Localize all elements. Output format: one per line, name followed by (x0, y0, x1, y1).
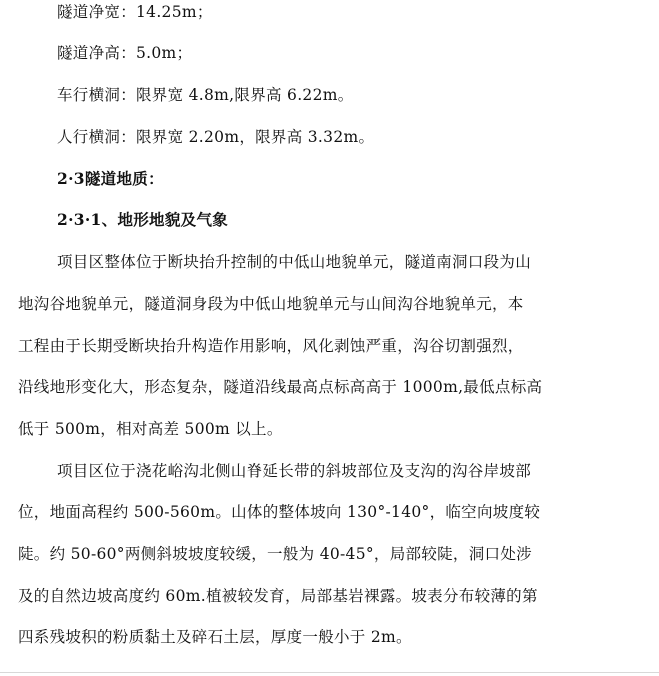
spec-tunnel-height: 隧道净高：5.0m； (57, 44, 193, 62)
paragraph1-line: 沿线地形变化大，形态复杂，隧道沿线最高点标高高于 1000m,最低点标高 (18, 378, 543, 396)
paragraph2-line: 陡。约 50-60°两侧斜坡坡度较缓，一般为 40-45°，局部较陡，洞口处涉 (18, 545, 532, 563)
paragraph2-line: 位，地面高程约 500-560m。山体的整体坡向 130°-140°，临空向坡度较 (18, 503, 541, 521)
paragraph1-line: 地沟谷地貌单元，隧道洞身段为中低山地貌单元与山间沟谷地貌单元，本 (18, 295, 524, 313)
spec-pedestrian-cross-passage: 人行横洞：限界宽 2.20m，限界高 3.32m。 (57, 128, 375, 146)
spec-vehicle-cross-passage: 车行横洞：限界宽 4.8m,限界高 6.22m。 (57, 86, 354, 104)
paragraph1-line: 工程由于长期受断块抬升构造作用影响，风化剥蚀严重，沟谷切割强烈， (18, 337, 524, 355)
paragraph1-line: 项目区整体位于断块抬升控制的中低山地貌单元，隧道南洞口段为山 (57, 253, 532, 271)
spec-tunnel-width: 隧道净宽：14.25m； (57, 3, 213, 21)
paragraph2-line: 项目区位于浇花峪沟北侧山脊延长带的斜坡部位及支沟的沟谷岸坡部 (57, 462, 532, 480)
paragraph1-line: 低于 500m，相对高差 500m 以上。 (18, 420, 283, 438)
paragraph2-line: 及的自然边坡高度约 60m.植被较发育，局部基岩裸露。坡表分布较薄的第 (18, 587, 538, 605)
paragraph2-line: 四系残坡积的粉质黏土及碎石土层，厚度一般小于 2m。 (18, 628, 412, 646)
page-bottom-divider (0, 672, 659, 673)
section-title: 2·3隧道地质： (57, 169, 164, 188)
subsection-title: 2·3·1、地形地貌及气象 (57, 210, 229, 229)
